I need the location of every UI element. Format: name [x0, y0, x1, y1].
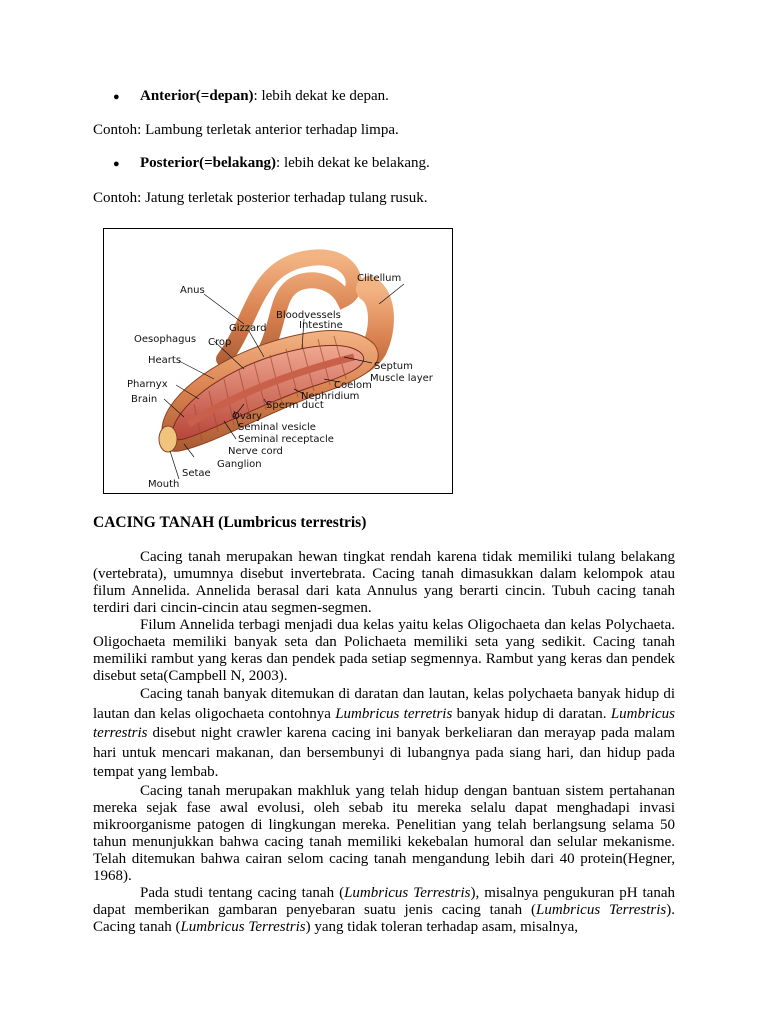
label-bloodvessels: Bloodvessels: [276, 310, 341, 321]
p5-italic-1: Lumbricus Terrestris: [344, 884, 471, 901]
label-coelom: Coelom: [334, 380, 372, 391]
p5-italic-3: Lumbricus Terrestris: [180, 918, 306, 935]
section-body: [93, 549, 675, 936]
earthworm-illustration: [104, 229, 452, 493]
desc-posterior: : lebih dekat ke belakang.: [276, 155, 430, 171]
p5-text-b: ), misalnya pengukuran pH tanah dapat memberikan gambaran penyebaran suatu jenis cacing tanah (: [93, 884, 676, 918]
bullet-dot: ●: [113, 158, 120, 170]
label-ganglion: Ganglion: [217, 459, 262, 470]
example-anterior: Contoh: Lambung terletak anterior terhadap limpa.: [93, 122, 399, 138]
label-nephridium: Nephridium: [301, 391, 360, 402]
bullet-posterior: [113, 155, 430, 173]
example-posterior: Contoh: Jatung terletak posterior terhadap tulang rusuk.: [93, 190, 428, 206]
paragraph-3: [93, 685, 675, 783]
paragraph-1: Cacing tanah merupakan hewan tingkat rendah karena tidak memiliki tulang belakang (vertebrata), umumnya disebut invertebrata. Cacing tanah dimasukkan dalam kelompok atau filum Annelida. Annelida berasal dari kata Annulus yang berarti cincin. Tubuh cacing tanah terdiri dari cincin-cincin atau segmen-segmen.: [93, 549, 675, 616]
label-pharnyx: Pharnyx: [127, 379, 168, 390]
label-ovary: Ovary: [232, 411, 262, 422]
label-clitellum: Clitellum: [357, 273, 402, 284]
label-sperm-duct: Sperm duct: [266, 400, 324, 411]
p3-text-c: disebut night crawler karena cacing ini banyak berkeliaran dan merayap pada malam hari untuk mencari makanan, dan bersembunyi di lubangnya pada siang hari, dan hidup pada tempat yang lembab.: [93, 725, 675, 780]
term-anterior: Anterior(=depan): [140, 88, 254, 104]
paragraph-2: Filum Annelida terbagi menjadi dua kelas yaitu kelas Oligochaeta dan kelas Polychaeta. Oligochaeta memiliki banyak seta dan Polichaeta memiliki seta yang sedikit. Cacing tanah memiliki rambut yang keras dan pendek pada setiap segmennya. Rambut yang keras dan pendek disebut seta(Campbell N, 2003).: [93, 617, 675, 684]
bullet-dot: ●: [113, 91, 120, 103]
p5-text-c: ). Cacing tanah (: [93, 901, 676, 935]
earthworm-anatomy-figure: [103, 228, 453, 494]
label-nerve-cord: Nerve cord: [228, 446, 283, 457]
term-posterior: Posterior(=belakang): [140, 155, 277, 171]
label-intestine: Intestine: [299, 320, 343, 331]
label-hearts: Hearts: [148, 355, 182, 366]
p5-text-a: Pada studi tentang cacing tanah (: [140, 884, 345, 901]
label-crop: Crop: [208, 337, 232, 348]
label-muscle-layer: Muscle layer: [370, 373, 433, 384]
p5-italic-2: Lumbricus Terrestris: [536, 901, 667, 918]
desc-anterior: : lebih dekat ke depan.: [253, 88, 389, 104]
paragraph-5: [93, 885, 675, 936]
p3-italic-1: Lumbricus terretris: [335, 705, 453, 722]
label-brain: Brain: [131, 394, 158, 405]
label-oesophagus: Oesophagus: [134, 334, 197, 345]
p3-text-a: Cacing tanah banyak ditemukan di daratan dan lautan, kelas polychaeta banyak hidup di lautan dan kelas oligochaeta contohnya: [93, 686, 675, 722]
bullet-anterior: [113, 88, 389, 106]
label-septum: Septum: [374, 361, 413, 372]
label-seminal-receptacle: Seminal receptacle: [238, 434, 334, 445]
paragraph-4: Cacing tanah merupakan makhluk yang telah hidup dengan bantuan sistem pertahanan mereka sejak fase awal evolusi, oleh sebab itu mereka selalu dapat menghadapi invasi mikroorganisme patogen di lingkungan mereka. Penelitian yang telah berlangsung selama 50 tahun menunjukkan bahwa cacing tanah memiliki kekebalan humoral dan selular mekanisme. Telah ditemukan bahwa cairan selom cacing tanah mengandung lebih dari 40 protein(Hegner, 1968).: [93, 782, 675, 884]
worm-head: [159, 426, 177, 452]
label-gizzard: Gizzard: [229, 323, 267, 334]
p5-text-d: ) yang tidak toleran terhadap asam, misalnya,: [305, 918, 579, 935]
section-heading: CACING TANAH (Lumbricus terrestris): [93, 514, 367, 531]
label-mouth: Mouth: [148, 479, 180, 490]
label-setae: Setae: [182, 468, 211, 479]
label-seminal-vesicle: Seminal vesicle: [238, 422, 316, 433]
label-anus: Anus: [180, 285, 205, 296]
p3-text-b: banyak hidup di daratan.: [452, 705, 611, 722]
p3-italic-2: Lumbricus terrestris: [93, 705, 675, 741]
